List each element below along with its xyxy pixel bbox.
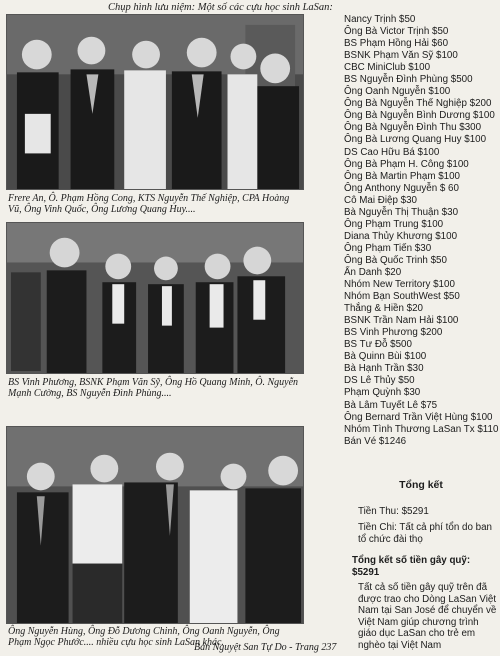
- group-photo-2: [6, 222, 304, 374]
- photo-1-caption: Frere An, Ô. Phạm Hồng Cong, KTS Nguyễn Thế Nghiệp, CPA Hoàng Vũ, Ông Vinh Quốc, Ông Lương Quang Huy....: [8, 193, 290, 215]
- donor-entry: Bà Quinn Bùi $100: [344, 351, 427, 363]
- donor-entry: Ông Bà Nguyễn Bình Dương $100: [344, 110, 495, 122]
- donor-entry: Ông Bà Lương Quang Huy $100: [344, 134, 487, 146]
- photo-3-caption: Ông Nguyễn Hùng, Ông Đỗ Dương Chinh, Ông Oanh Nguyễn, Ông Phạm Ngọc Phước.... nhiều cựu học sinh LaSan khác.: [8, 626, 280, 648]
- donor-entry: Nhóm Bạn SouthWest $50: [344, 291, 460, 303]
- donor-entry: Bà Lâm Tuyết Lê $75: [344, 399, 438, 411]
- donor-entry: Ông Bà Victor Trịnh $50: [344, 26, 449, 38]
- donor-entry: Thắng & Hiền $20: [344, 303, 423, 315]
- donor-list: [344, 14, 500, 448]
- donor-entry: Ông Phạm Tiến $30: [344, 242, 432, 254]
- donor-entry: DS Lê Thủy $50: [344, 375, 415, 387]
- page-footer: Bán Nguyệt San Tự Do - Trang 237: [194, 642, 337, 653]
- donor-entry: Ông Anthony Nguyễn $ 60: [344, 182, 459, 194]
- donor-entry: Ông Bà Nguyễn Thế Nghiệp $200: [344, 98, 492, 110]
- donor-entry: Bán Vé $1246: [344, 435, 407, 447]
- donor-entry: Ông Oanh Nguyễn $100: [344, 86, 451, 98]
- photo-2-caption: BS Vinh Phương, BSNK Phạm Văn Sỹ, Ông Hồ Quang Minh, Ô. Nguyễn Mạnh Cường, BS Nguyễn Đình Phùng....: [8, 377, 299, 399]
- donor-entry: DS Cao Hữu Bá $100: [344, 146, 440, 158]
- donor-entry: BS Vinh Phương $200: [344, 327, 443, 339]
- donor-entry: Ông Phạm Trung $100: [344, 218, 444, 230]
- summary-total: Tổng kết số tiền gây quỹ: $5291: [352, 555, 471, 578]
- donor-entry: Cô Mai Điệp $30: [344, 194, 417, 206]
- donor-entry: Nhóm New Territory $100: [344, 279, 455, 291]
- donor-entry: BSNK Trần Nam Hải $100: [344, 315, 459, 327]
- summary-income: Tiền Thu: $5291: [358, 505, 429, 517]
- donor-entry: Ông Bà Martin Phạm $100: [344, 170, 460, 182]
- donor-entry: Ẩn Danh $20: [344, 266, 402, 278]
- donor-entry: BS Phạm Hồng Hải $60: [344, 38, 449, 50]
- group-photo-3: [6, 426, 304, 624]
- donor-entry: Phạm Quỳnh $30: [344, 387, 421, 399]
- donor-entry: CBC MiniClub $100: [344, 62, 431, 74]
- donor-entry: Ông Bà Phạm H. Công $100: [344, 158, 469, 170]
- donor-entry: Nhóm Tình Thương LaSan Tx $110: [344, 423, 499, 435]
- donor-entry: Ông Bà Nguyễn Đình Thu $300: [344, 122, 482, 134]
- donor-entry: Ông Bernard Trần Việt Hùng $100: [344, 411, 493, 423]
- donor-entry: Nancy Trịnh $50: [344, 14, 416, 25]
- summary-title: Tổng kết: [399, 479, 443, 491]
- donor-entry: BS Tư Đỗ $500: [344, 339, 412, 351]
- summary-expense: Tiền Chi: Tất cả phí tổn do ban tổ chức đài thọ: [358, 522, 492, 545]
- donor-entry: Ông Bà Quốc Trinh $50: [344, 254, 447, 266]
- donor-entry: BS Nguyễn Đình Phùng $500: [344, 74, 473, 86]
- group-photo-1: [6, 14, 304, 190]
- donor-entry: BSNK Phạm Văn Sỹ $100: [344, 50, 458, 62]
- summary-box: [344, 480, 498, 651]
- donor-entry: Bà Hạnh Trần $30: [344, 363, 424, 375]
- donor-entry: Bà Nguyễn Thị Thuận $30: [344, 206, 459, 218]
- header-caption: Chụp hình lưu niệm: Một số các cựu học sinh LaSan:: [108, 2, 333, 13]
- donor-entry: Diana Thủy Khương $100: [344, 230, 458, 242]
- summary-note: Tất cả số tiền gây quỹ trên đã được trao cho Dòng LaSan Việt Nam tại San José để chuyển về Việt Nam giúp chương trình giáo dục LaSan cho trẻ em nghèo tại Việt Nam: [358, 582, 497, 651]
